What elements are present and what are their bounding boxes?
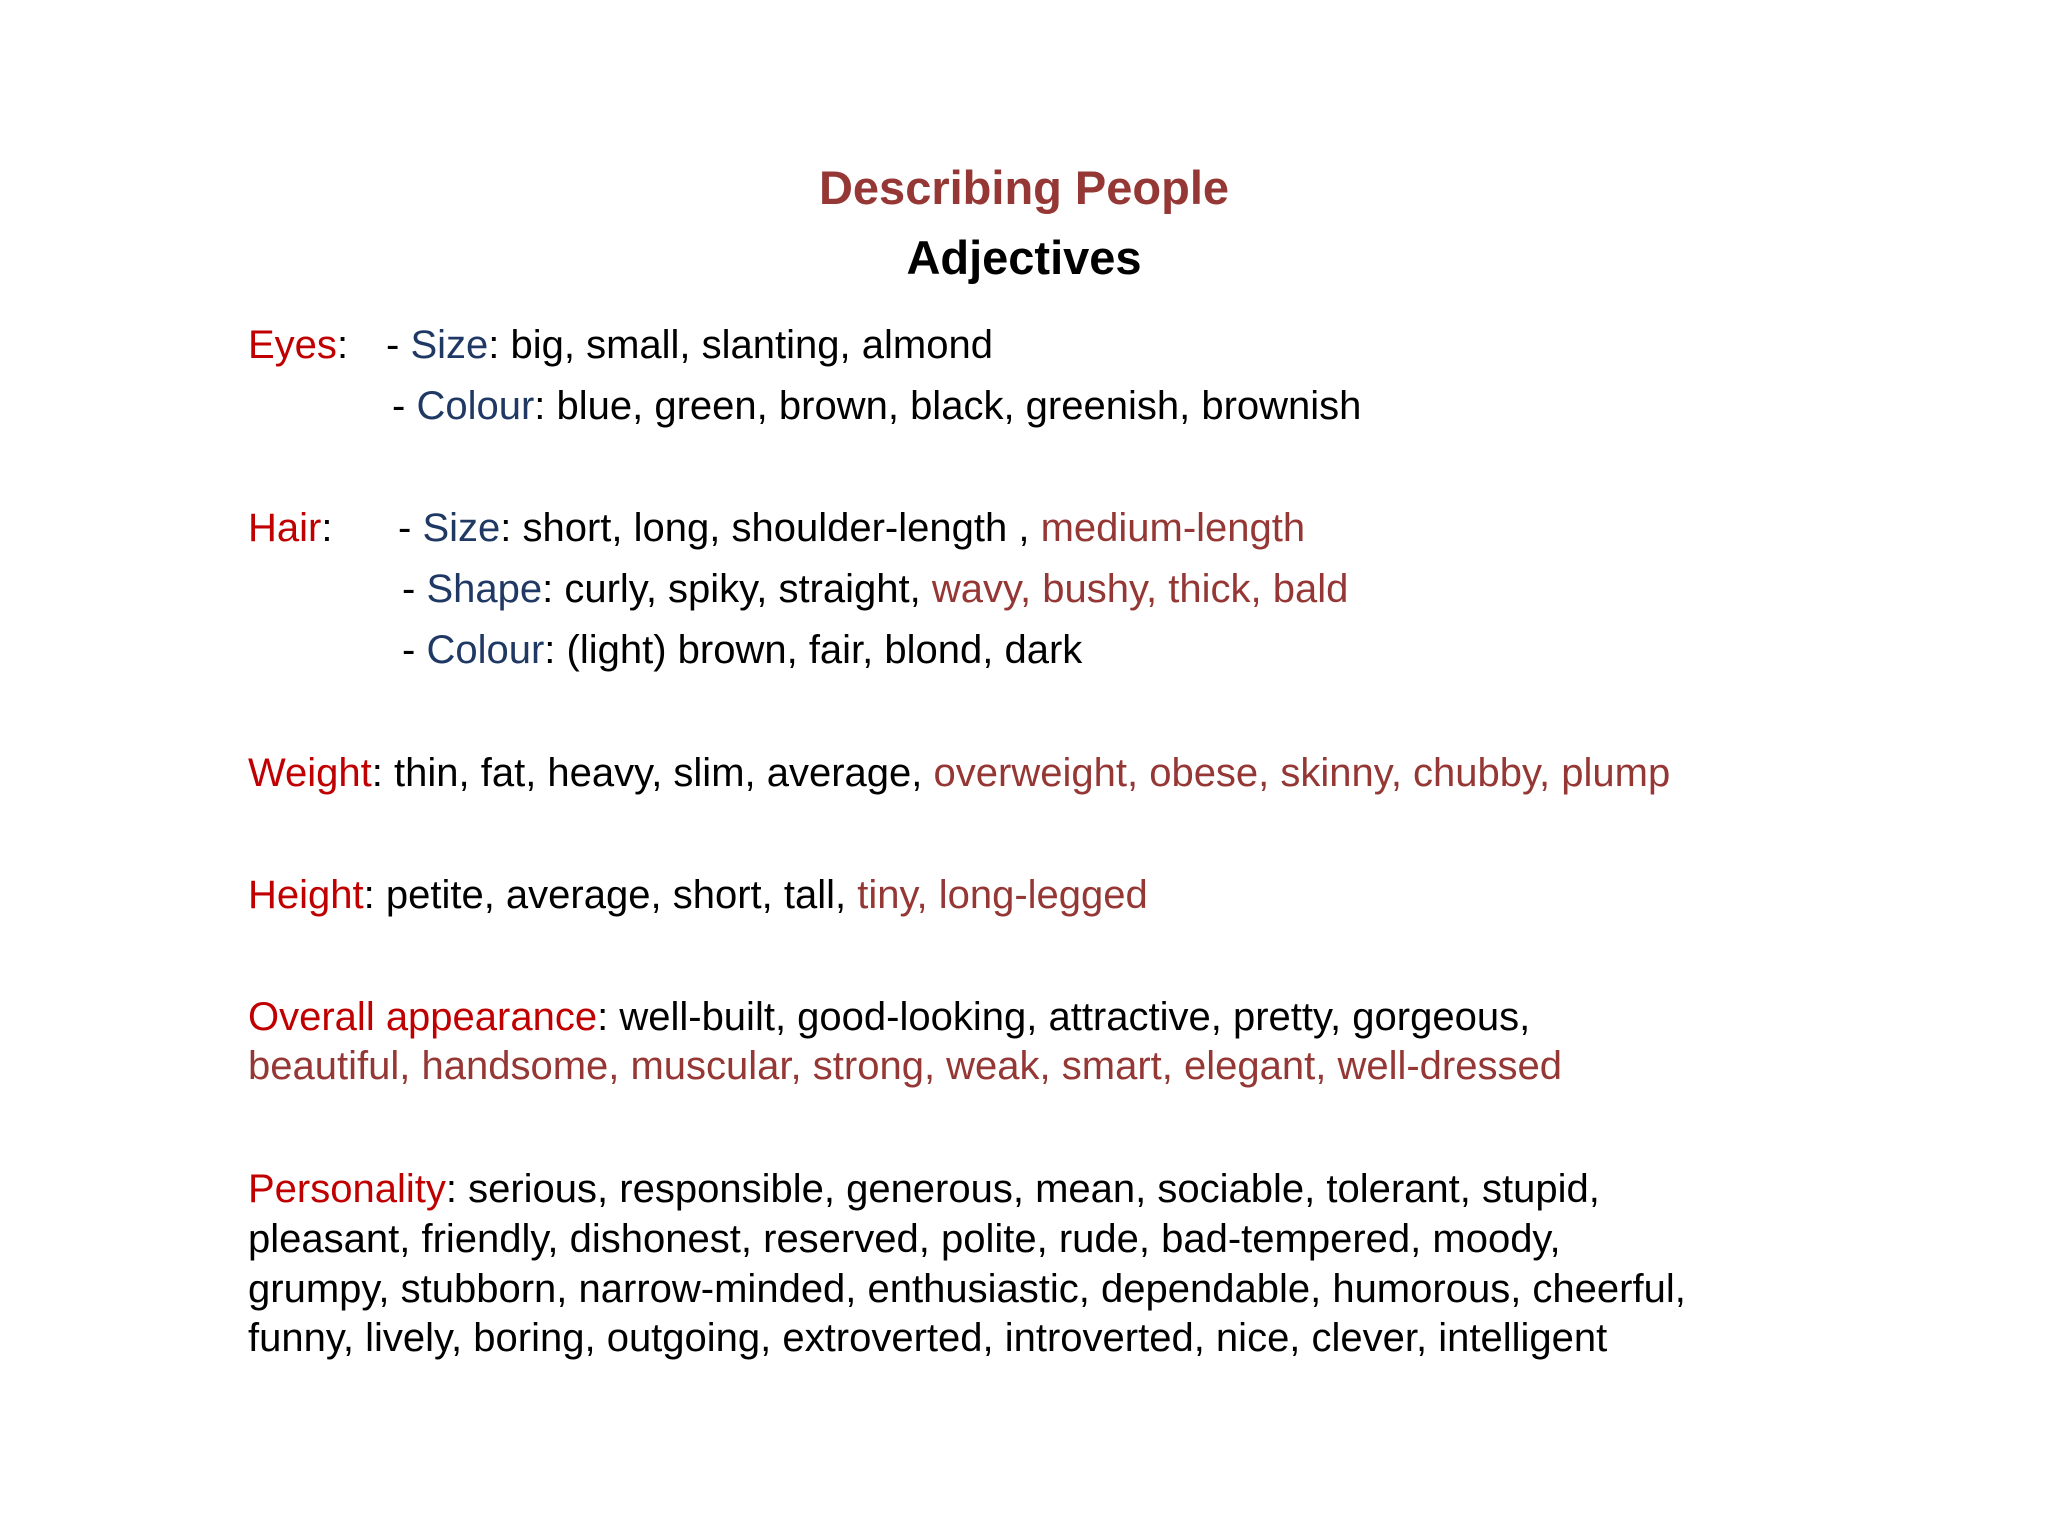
overall-line-2 xyxy=(248,1041,1562,1091)
personality-text-1: : serious, responsible, generous, mean, sociable, tolerant, stupid, xyxy=(445,1167,1600,1211)
hair-shape-text: : curly, spiky, straight, xyxy=(542,567,932,611)
hair-label-line xyxy=(248,503,332,553)
eyes-label-line xyxy=(248,320,348,370)
personality-line-4 xyxy=(248,1313,1607,1363)
hair-colour-line xyxy=(402,625,1082,675)
weight-extra: overweight, obese, skinny, chubby, plump xyxy=(933,751,1671,795)
eyes-size-label: Size xyxy=(410,323,489,367)
eyes-colour-label: Colour xyxy=(416,384,535,428)
overall-extra: beautiful, handsome, muscular, strong, weak, smart, elegant, well-dressed xyxy=(248,1044,1562,1088)
personality-text-3: grumpy, stubborn, narrow-minded, enthusiastic, dependable, humorous, cheerful, xyxy=(248,1267,1686,1311)
overall-line-1 xyxy=(248,992,1530,1042)
page-title: Describing People xyxy=(818,161,1230,214)
personality-text-2: pleasant, friendly, dishonest, reserved, polite, rude, bad-tempered, moody, xyxy=(248,1217,1561,1261)
personality-line-3 xyxy=(248,1264,1686,1314)
eyes-colour-line xyxy=(392,381,1361,431)
weight-label: Weight xyxy=(248,751,372,795)
page-subtitle: Adjectives xyxy=(906,231,1142,284)
hair-size-label: Size xyxy=(422,506,501,550)
hair-colour-prefix: - xyxy=(402,628,427,672)
hair-label: Hair xyxy=(248,506,322,550)
hair-size-text: : short, long, shoulder-length , xyxy=(500,506,1041,550)
overall-label: Overall appearance xyxy=(248,995,598,1039)
height-text: : petite, average, short, tall, xyxy=(363,873,858,917)
eyes-colour-prefix: - xyxy=(392,384,417,428)
hair-shape-line xyxy=(402,564,1348,614)
eyes-size-text: : big, small, slanting, almond xyxy=(488,323,993,367)
eyes-colour-text: : blue, green, brown, black, greenish, brownish xyxy=(534,384,1362,428)
personality-line-2 xyxy=(248,1214,1561,1264)
hair-size-extra: medium-length xyxy=(1040,506,1306,550)
eyes-label: Eyes xyxy=(248,323,337,367)
personality-text-4: funny, lively, boring, outgoing, extroverted, introverted, nice, clever, intelligent xyxy=(248,1316,1608,1360)
hair-size-line xyxy=(398,503,1305,553)
weight-text: : thin, fat, heavy, slim, average, xyxy=(371,751,934,795)
personality-label: Personality xyxy=(248,1167,446,1211)
eyes-colon: : xyxy=(336,323,349,367)
hair-shape-label: Shape xyxy=(426,567,543,611)
weight-line xyxy=(248,748,1670,798)
height-line xyxy=(248,870,1148,920)
hair-colon: : xyxy=(321,506,333,550)
overall-text: : well-built, good-looking, attractive, pretty, gorgeous, xyxy=(597,995,1531,1039)
eyes-size-line xyxy=(386,320,993,370)
eyes-size-prefix: - xyxy=(386,323,411,367)
hair-shape-prefix: - xyxy=(402,567,427,611)
hair-colour-label: Colour xyxy=(426,628,545,672)
height-extra: tiny, long-legged xyxy=(857,873,1148,917)
hair-shape-extra: wavy, bushy, thick, bald xyxy=(931,567,1349,611)
height-label: Height xyxy=(248,873,364,917)
personality-line-1 xyxy=(248,1164,1600,1214)
hair-size-prefix: - xyxy=(398,506,423,550)
hair-colour-text: : (light) brown, fair, blond, dark xyxy=(544,628,1083,672)
